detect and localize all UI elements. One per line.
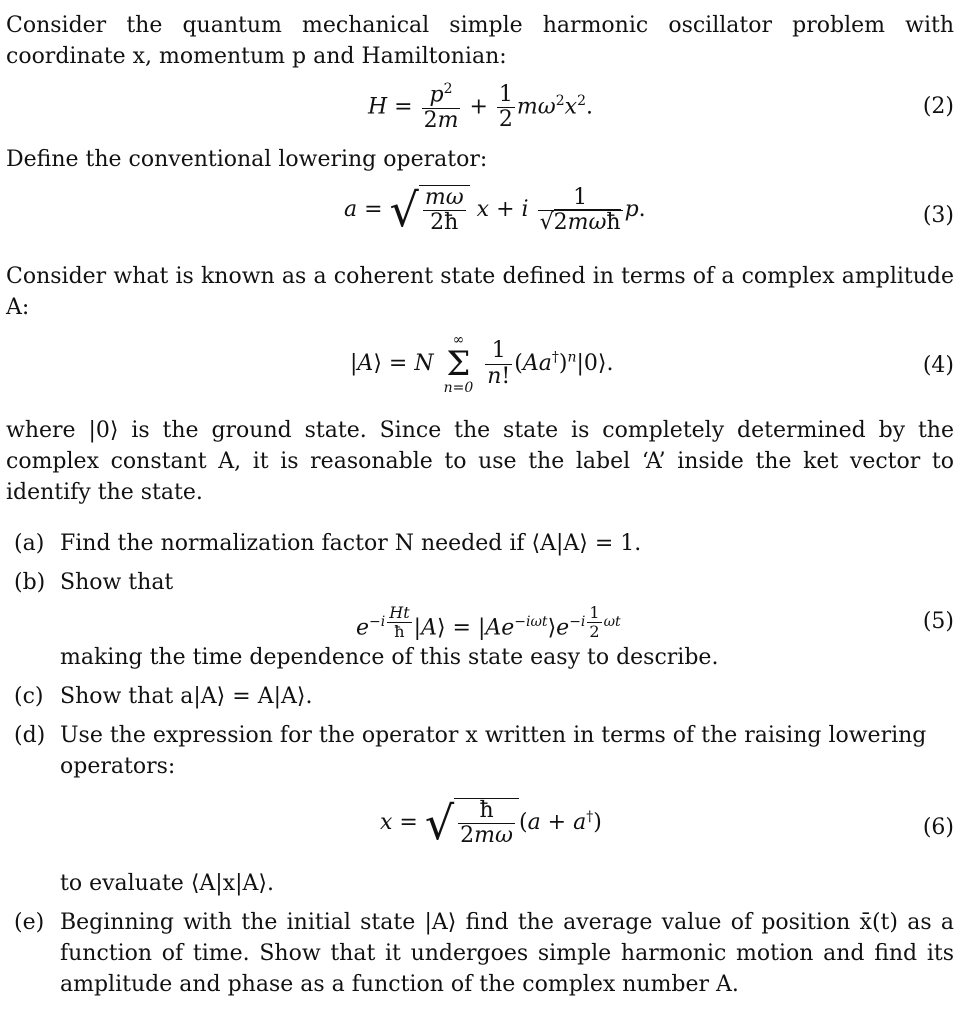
equation-4 [6,323,954,415]
part-e-label: (e) [14,910,45,935]
question-parts [6,528,954,1000]
intro-paragraph-2: Define the conventional lowering operator: [6,147,488,172]
position-operator-formula: x = √ $\frac{ħ}{2m\omega}$ (a + a†) [380,796,602,851]
part-a [6,528,954,559]
part-a-text: Find the normalization factor N needed if ⟨A|A⟩ = 1. [60,531,642,556]
equation-number-2: (2) [922,94,954,119]
equation-number-6: (6) [922,815,954,840]
part-c-text: Show that a|A⟩ = A|A⟩. [60,684,313,709]
equation-number-4: (4) [922,353,954,378]
part-a-label: (a) [14,531,45,556]
part-c [6,681,954,712]
lowering-operator-formula: a = √ $\frac{m\omega}{2ħ}$ x + i $\frac{1}{\text{√2mωħ}}$ p. [344,183,646,238]
part-b [6,567,954,673]
part-d [6,720,954,899]
part-b-label: (b) [14,570,46,595]
intro-paragraph-3: Consider what is known as a coherent state defined in terms of a complex amplitude A: [6,264,954,320]
equation-5 [60,598,954,642]
equation-3 [6,175,954,261]
equation-6 [60,782,954,868]
equation-number-5: (5) [922,609,954,634]
part-d-text: Use the expression for the operator x written in terms of the raising lowering operators: [60,723,927,779]
part-d-label: (d) [14,723,46,748]
coherent-state-formula: |A⟩ = N ∞ Σ n=0 $\frac{1}{n!}$ $(Aa^\dagger)^n|0⟩$. [350,332,614,396]
problem-page [6,10,954,1000]
equation-2 [6,72,954,144]
time-evolution-formula: $e^{-i \frac{Ht}{ħ}}$ |A⟩ = $|Ae^{-i\omega t}⟩e^{-i \frac{1}{2} \omega t}$ [356,603,621,641]
part-b-text: Show that [60,570,174,595]
intro-paragraph-1: Consider the quantum mechanical simple harmonic oscillator problem with coordinate x, momentum p and Hamiltonian: [6,13,954,69]
part-e-text: Beginning with the initial state |A⟩ find the average value of position x̄(t) as a function of time. Show that it undergoes simple harmonic motion and find its amplitude and phase as a function of the complex number A. [60,910,954,997]
hamiltonian-formula: H = $\frac{p^2}{2m}$ + $\frac{1}{2}$ $m\omega^2x^2$. [368,81,593,133]
part-d-followup: to evaluate ⟨A|x|A⟩. [60,871,274,896]
part-e [6,907,954,1000]
part-c-label: (c) [14,684,44,709]
equation-number-3: (3) [922,203,954,228]
part-b-followup: making the time dependence of this state easy to describe. [60,645,719,670]
intro-paragraph-4: where |0⟩ is the ground state. Since the state is completely determined by the complex constant A, it is reasonable to use the label ‘A’ inside the ket vector to identify the state. [6,418,954,505]
